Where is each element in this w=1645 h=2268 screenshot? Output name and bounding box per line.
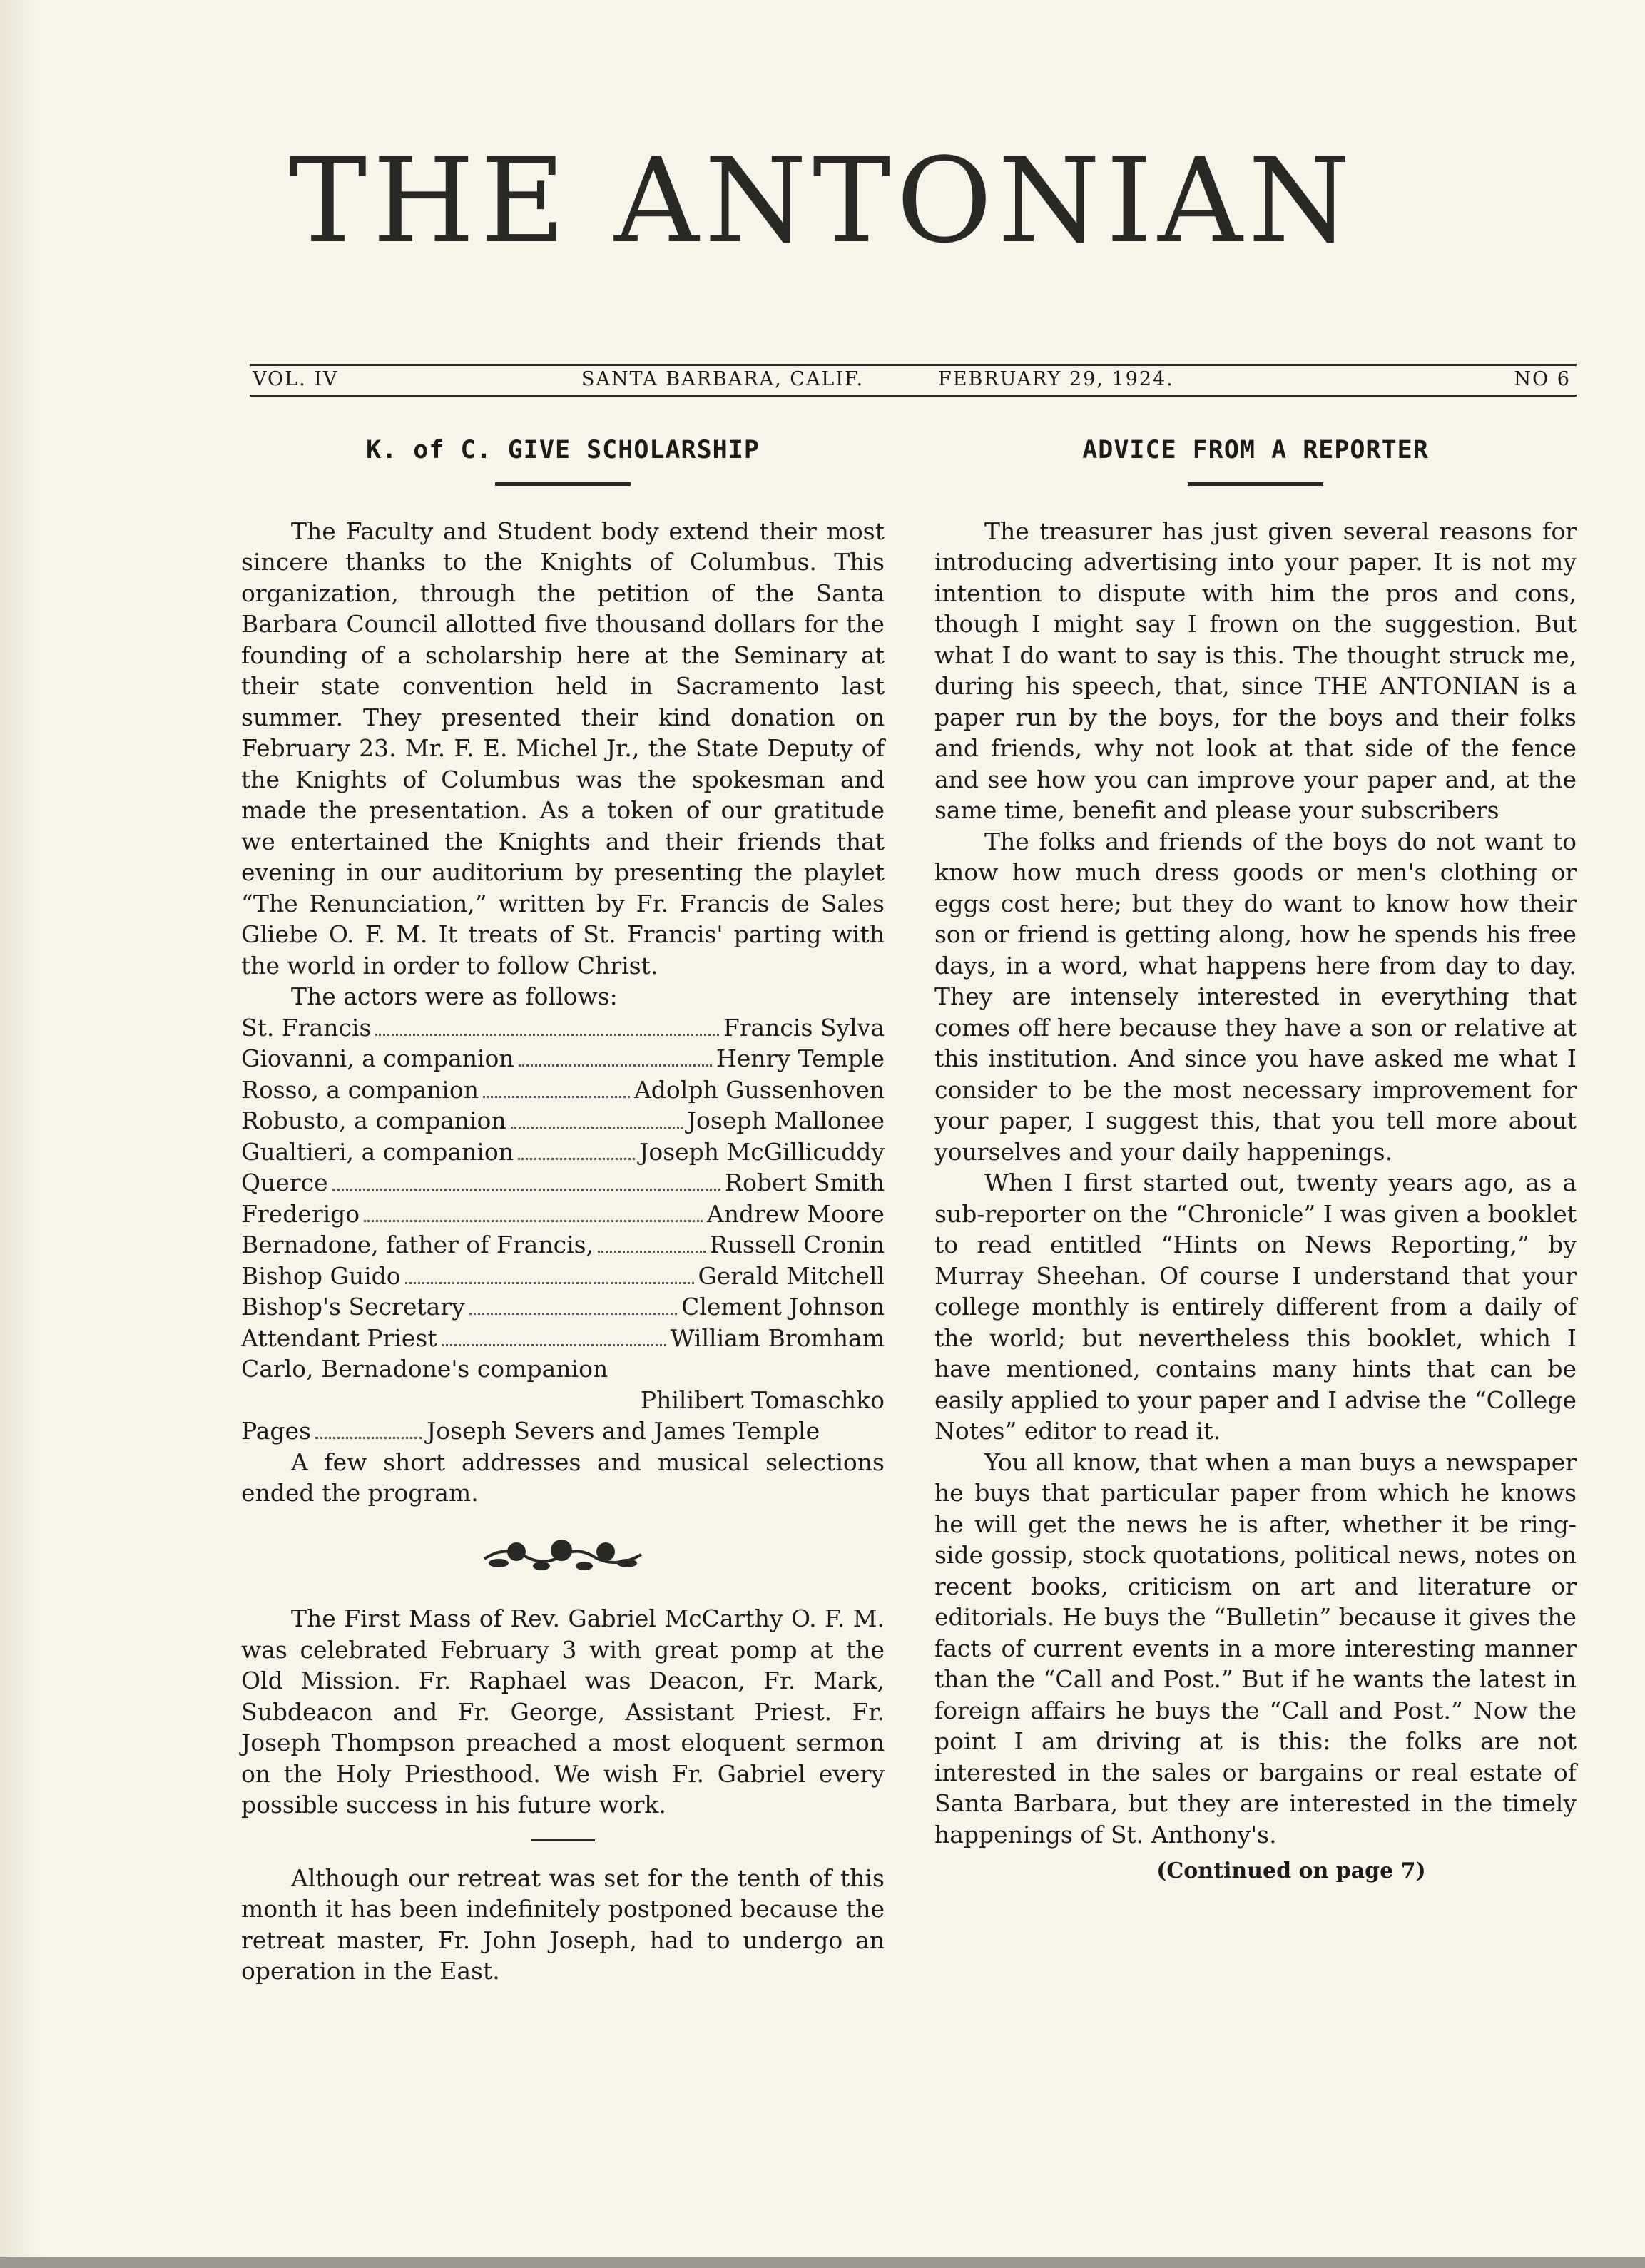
cast-role: Querce [241,1169,328,1196]
issue-line [250,364,1577,397]
cast-actor: Francis Sylva [723,1013,885,1042]
cast-actor: Henry Temple [716,1044,885,1072]
cast-row-carlo [241,1353,885,1385]
cast-role: Carlo, Bernadone's companion [241,1355,608,1383]
issue-volume: VOL. IV [253,368,339,390]
cast-list [241,1012,885,1354]
advice-paragraph-1: The treasurer has just given several reasons for introducing advertising into your paper. It is not my intention to dispute with him the pros and cons, though I might say I frown on the suggestion. But what I do want to say is this. The thought struck me, during his speech, that, since THE ANTONIAN is a paper run by the boys, for the boys and their folks and friends, why not look at that side of the fence and see how you can improve your paper and, at the same time, benefit and please your subscribers [934,517,1577,824]
cast-role: Frederigo [241,1199,360,1228]
advice-paragraph-4: You all know, that when a man buys a newspaper he buys that particular paper from which he knows he will get the news he is after, whether it be ring-side gossip, stock quotations, political news, notes on recent books, criticism on art and literature or editorials. He buys the “Bulletin” because it gives the facts of current events in a more interesting manner than the “Call and Post.” But if he wants the latest in foreign affairs he buys the “Call and Post.” Now the point I am driving at is this: the folks are not interested in the sales or bargains or real estate of Santa Barbara, but they are interested in the timely happenings of St. Anthony's. [934,1448,1577,1849]
cast-actor: Joseph Mallonee [686,1107,885,1134]
right-column [934,435,1577,1887]
cast-row [241,1136,885,1168]
headline-rule [495,482,631,486]
leader-dots [315,1437,422,1439]
cast-actor: Philibert Tomaschko [640,1385,885,1414]
cast-role: Bishop's Secretary [241,1293,465,1321]
cast-role: Gualtieri, a companion [241,1137,514,1166]
cast-row [241,1012,885,1044]
cast-actor: Joseph Severs and James Temple [427,1417,820,1445]
cast-role: Attendant Priest [241,1323,437,1352]
cast-actor: Robert Smith [725,1169,885,1196]
cast-row [241,1043,885,1074]
bottom-edge [0,2257,1645,2268]
section-divider [531,1839,595,1841]
cast-row [241,1199,885,1230]
first-mass-paragraph: The First Mass of Rev. Gabriel McCarthy O. F. M. was celebrated February 3 with great pomp at the Old Mission. Fr. Raphael was Deacon, Fr. Mark, Subdeacon and Fr. George, Assistant Priest. Fr. Joseph Thompson preached a most eloquent sermon on the Holy Priesthood. We wish Fr. Gabriel every possible success in his future work. [241,1605,885,1819]
advice-paragraph-3: When I first started out, twenty years ago, as a sub-reporter on the “Chronicle” I was given a booklet to read entitled “Hints on News Reporting,” by Murray Sheehan. Of course I understand that your college monthly is entirely different from a daily of the world; but nevertheless this booklet, which I have mentioned, contains many hints that can be easily applied to your paper and I advise the “College Notes” editor to read it. [934,1169,1577,1445]
cast-actor: Andrew Moore [706,1199,885,1228]
issue-date: FEBRUARY 29, 1924. [938,368,1174,390]
cast-row [241,1167,885,1199]
cast-role: Robusto, a companion [241,1107,506,1134]
scholarship-paragraph: The Faculty and Student body extend their most sincere thanks to the Knights of Columbus. This organization, through the petition of the Santa Barbara Council allotted five thousand dollars for the founding of a scholarship here at the Seminary at their state convention held in Sacramento last summer. They presented their kind donation on February 23. Mr. F. E. Michel Jr., the State Deputy of the Knights of Columbus was the spokesman and made the presentation. As a token of our gratitude we entertained the Knights and their friends that evening in our auditorium by presenting the playlet “The Renunciation,” written by Fr. Francis de Sales Gliebe O. F. M. It treats of St. Francis' parting with the world in order to follow Christ. [241,517,885,980]
headline-scholarship: K. of C. GIVE SCHOLARSHIP [366,436,760,464]
floral-ornament [241,1530,885,1588]
masthead-title: THE ANTONIAN [288,133,1357,269]
cast-row [241,1105,885,1136]
cast-role: Bernadone, father of Francis, [241,1231,594,1258]
cast-role: Bishop Guido [241,1261,401,1290]
cast-row-pages [241,1415,885,1447]
page-edge [0,0,43,2268]
program-paragraph: A few short addresses and musical selections ended the program. [241,1448,885,1507]
leader-dots [375,1034,718,1036]
headline-advice: ADVICE FROM A REPORTER [1082,436,1429,464]
continued-note: (Continued on page 7) [1156,1858,1426,1883]
advice-paragraph-2: The folks and friends of the boys do not want to know how much dress goods or men's clothing or eggs cost here; but they do want to know how their son or friend is getting along, how he spends his free days, in a word, what happens here from day to day. They are intensely interested in everything that comes off here because they have a son or relative at this institution. And since you have asked me what I consider to be the most necessary improvement for your paper, I suggest this, that you tell more about yourselves and your daily happenings. [934,827,1577,1166]
headline-rule [1188,482,1323,486]
leader-dots [511,1127,683,1129]
floral-ornament-icon [477,1530,648,1580]
cast-role: Giovanni, a companion [241,1044,514,1072]
cast-row [241,1229,885,1261]
issue-place: SANTA BARBARA, CALIF. [581,368,865,390]
retreat-paragraph: Although our retreat was set for the tenth of this month it has been indefinitely postponed because the retreat master, Fr. John Joseph, had to undergo an operation in the East. [241,1863,885,1985]
cast-actor: William Bromham [670,1323,885,1352]
leader-dots [598,1251,706,1253]
cast-row [241,1261,885,1292]
leader-dots [442,1344,666,1346]
cast-role: Pages [241,1417,311,1445]
cast-row [241,1291,885,1323]
leader-dots [519,1064,712,1067]
cast-row [241,1323,885,1354]
leader-dots [364,1220,703,1222]
cast-row-carlo-actor [241,1385,885,1416]
leader-dots [518,1158,635,1160]
cast-actor: Adolph Gussenhoven [633,1075,885,1104]
left-column [241,435,885,1987]
actors-intro: The actors were as follows: [291,982,618,1010]
leader-dots [332,1189,721,1191]
cast-row [241,1074,885,1106]
cast-role: Rosso, a companion [241,1075,479,1104]
leader-dots [469,1313,677,1315]
cast-actor: Clement Johnson [681,1293,885,1321]
cast-actor: Gerald Mitchell [698,1261,885,1290]
cast-role: St. Francis [241,1013,372,1042]
leader-dots [483,1096,630,1098]
cast-actor: Russell Cronin [709,1231,885,1258]
issue-number: NO 6 [1514,368,1571,390]
cast-actor: Joseph McGillicuddy [639,1137,885,1166]
leader-dots [405,1282,694,1284]
